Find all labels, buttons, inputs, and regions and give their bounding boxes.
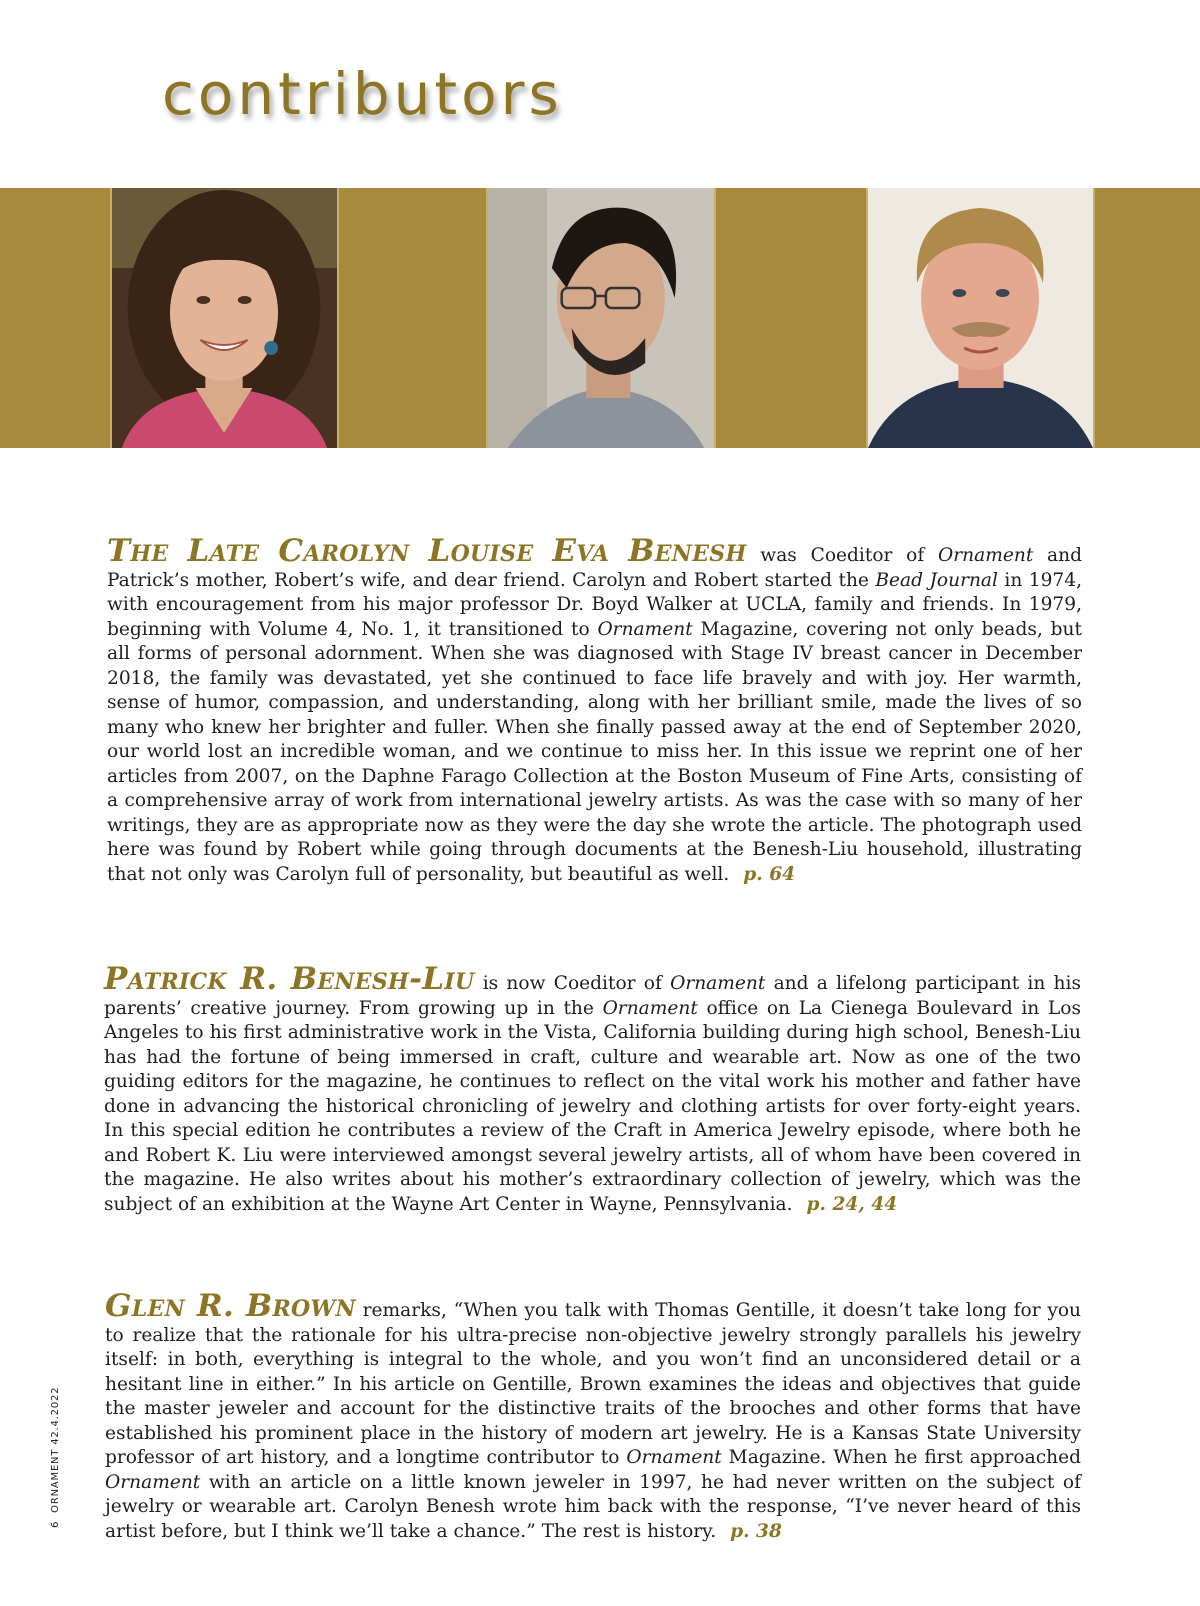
contributor-photo-carolyn: [110, 188, 339, 448]
page-reference: p. 38: [730, 1520, 782, 1542]
page-title: contributors: [162, 60, 563, 128]
page-folio: [50, 1387, 61, 1528]
contributor-name: Patrick R. Benesh-Liu: [104, 961, 475, 997]
contributor-photo-glen: [866, 188, 1095, 448]
publication-issue: ORNAMENT 42.4.2022: [50, 1386, 61, 1513]
contributor-name: The Late Carolyn Louise Eva Benesh: [107, 533, 747, 569]
page-number: 6: [50, 1520, 61, 1528]
contributor-bio-glen: Glen R. Brown remarks, “When you talk with Thomas Gentille, it doesn’t take long for you to realize that the rationale for his ultra-precise non-objective jewelry strongly parallels his jewelry itself: in both, everything is integral to the whole, and you won’t find an unconsidered detail or a hesitant line in either.” In his article on Gentille, Brown examines the ideas and objectives that guide the master jeweler and account for the distinctive traits of the brooches and other forms that have established his prominent place in the history of modern art jewelry. He is a Kansas State University professor of art history, and a longtime contributor to Ornament Magazine. When he first approached Ornament with an article on a little known jeweler in 1997, he had never written on the subject of jewelry or wearable art. Carolyn Benesh wrote him back with the response, “I’ve never heard of this artist before, but I think we’ll take a chance.” The rest is history. p. 38: [105, 1288, 1082, 1542]
contributor-bio-patrick: Patrick R. Benesh-Liu is now Coeditor of Ornament and a lifelong participant in his parents’ creative journey. From growing up in the Ornament office on La Cienega Boulevard in Los Angeles to his first administrative work in the Vista, California building during high school, Benesh-Liu has had the fortune of being immersed in craft, culture and wearable art. Now as one of the two guiding editors for the magazine, he continues to reflect on the vital work his mother and father have done in advancing the historical chronicling of jewelry and clothing artists for over forty-eight years. In this special edition he contributes a review of the Craft in America Jewelry episode, where both he and Robert K. Liu were interviewed amongst several jewelry artists, all of whom have been covered in the magazine. He also writes about his mother’s extraordinary collection of jewelry, which was the subject of an exhibition at the Wayne Art Center in Wayne, Pennsylvania. p. 24, 44: [104, 961, 1082, 1215]
contributor-bio-carolyn: The Late Carolyn Louise Eva Benesh was Coeditor of Ornament and Patrick’s mother, Robert’s wife, and dear friend. Carolyn and Robert started the Bead Journal in 1974, with encouragement from his major professor Dr. Boyd Walker at UCLA, family and friends. In 1979, beginning with Volume 4, No. 1, it transitioned to Ornament Magazine, covering not only beads, but all forms of personal adornment. When she was diagnosed with Stage IV breast cancer in December 2018, the family was devastated, yet she continued to face life bravely and with joy. Her warmth, sense of humor, compassion, and understanding, along with her brilliant smile, made the lives of so many who knew her brighter and fuller. When she finally passed away at the end of September 2020, our world lost an incredible woman, and we continue to miss her. In this issue we reprint one of her articles from 2007, on the Daphne Farago Collection at the Boston Museum of Fine Arts, consisting of a comprehensive array of work from international jewelry artists. As was the case with so many of her writings, they are as appropriate now as they were the day she wrote the article. The photograph used here was found by Robert while going through documents at the Benesh-Liu household, illustrating that not only was Carolyn full of personality, but beautiful as well. p. 64: [107, 533, 1083, 885]
photo-band: [0, 188, 1200, 448]
contributor-name: Glen R. Brown: [105, 1288, 356, 1324]
page-reference: p. 64: [743, 863, 796, 885]
contributor-photo-patrick: [486, 188, 716, 448]
page-reference: p. 24, 44: [806, 1193, 898, 1215]
